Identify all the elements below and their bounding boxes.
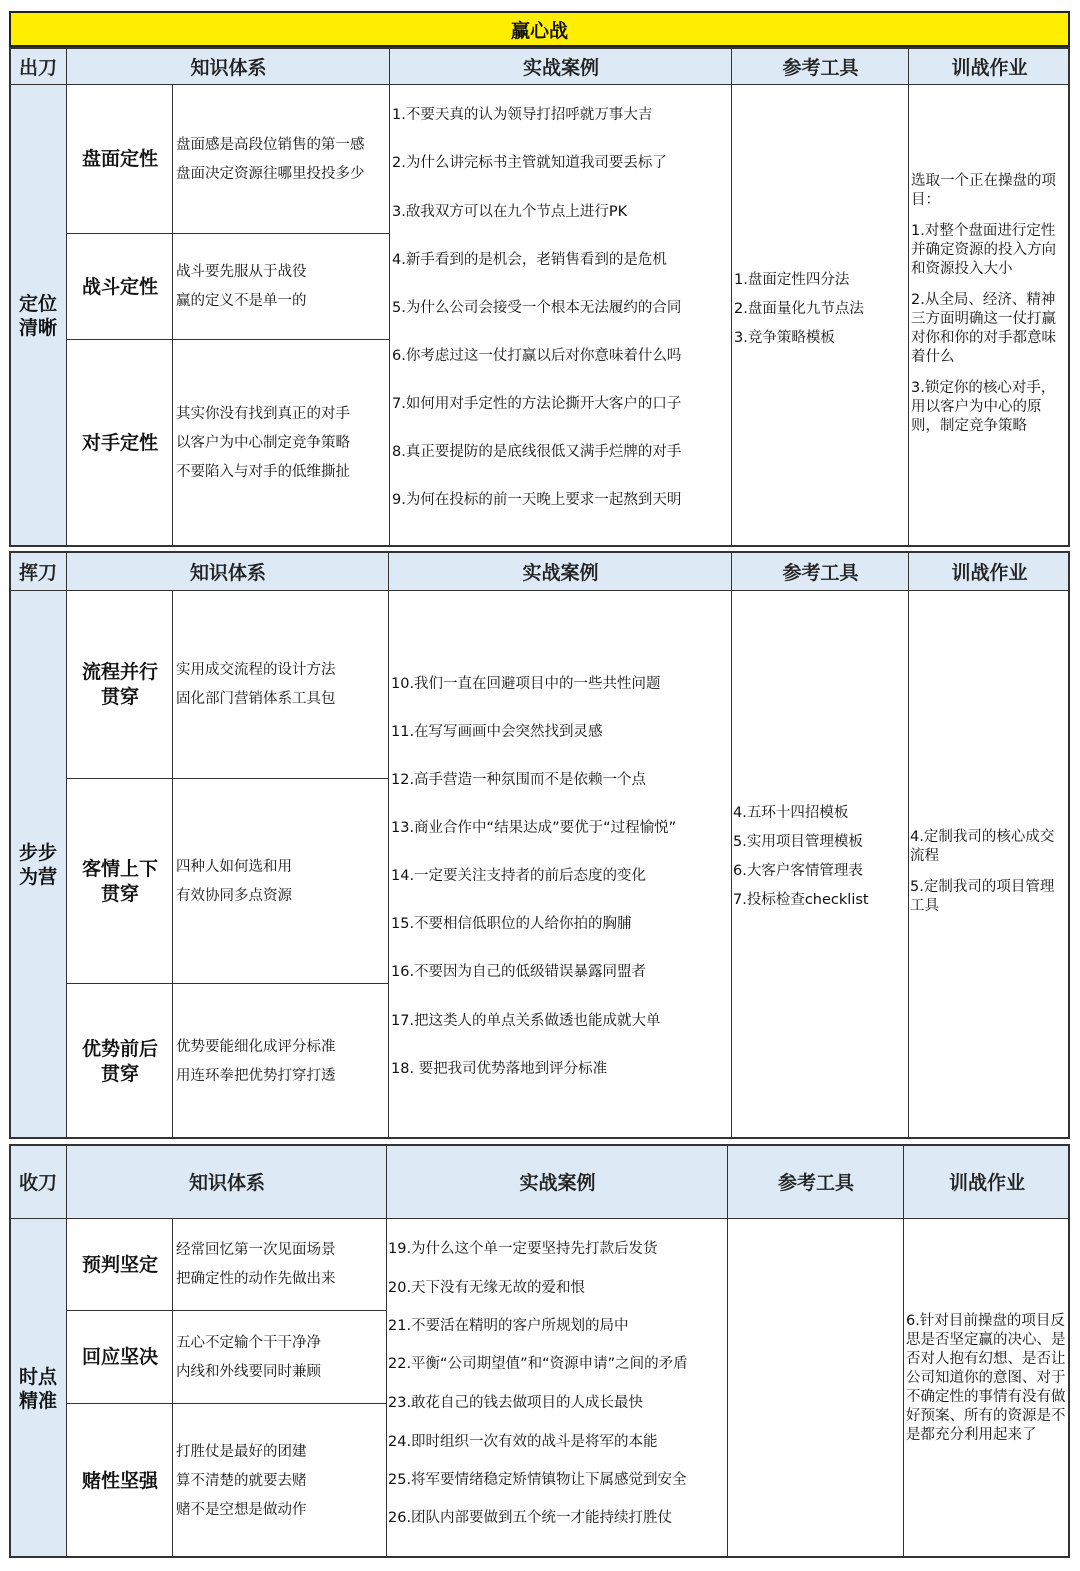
- subsection-name: 客情上下贯穿: [81, 857, 158, 905]
- header-knowledge: 知识体系: [188, 1172, 265, 1194]
- case-item: 26.团队内部要做到五个统一才能持续打胜仗: [388, 1510, 673, 1526]
- homework-cell: 选取一个正在操盘的项目： 1.对整个盘面进行定性并确定资源的投入方向和资源投入大小 2.从全局、经济、精神三方面明确这一仗打赢对你和你的对手都意味着什么 3.锁定你的核心对手，用以客户为中心的原则，制定竞争策略: [911, 173, 1056, 434]
- header-homework: 训战作业: [951, 56, 1028, 79]
- header-knowledge: 知识体系: [189, 561, 266, 584]
- subsection-name: 预判坚定: [81, 1253, 158, 1276]
- knowledge-cell: 盘面感是高段位销售的第一感 盘面决定资源往哪里投投多少: [176, 136, 365, 182]
- case-item: 23.敢花自己的钱去做项目的人成长最快: [388, 1395, 644, 1411]
- tools-cell: 4.五环十四招模板 5.实用项目管理模板 6.大客户客情管理表 7.投标检查checklist: [733, 805, 869, 908]
- subsection-name: 流程并行贯穿: [81, 661, 158, 708]
- header-tools: 参考工具: [782, 561, 859, 584]
- header-homework: 训战作业: [951, 561, 1028, 584]
- section-label: 时点精准: [18, 1365, 57, 1412]
- case-item: 5.为什么公司会接受一个根本无法履约的合同: [392, 300, 682, 316]
- homework-cell: 6.针对目前操盘的项目反思是否坚定赢的决心、是否对人抱有幻想、是否让公司知道你的意图、对于不确定性的事情有没有做好预案、所有的资源是不是都充分利用起来了: [906, 1313, 1066, 1443]
- case-item: 10.我们一直在回避项目中的一些共性问题: [391, 676, 661, 692]
- section-label: 步步为营: [18, 842, 57, 888]
- case-item: 21.不要活在精明的客户所规划的局中: [388, 1318, 629, 1334]
- case-item: 22.平衡“公司期望值”和“资源申请”之间的矛盾: [388, 1356, 688, 1372]
- case-item: 24.即时组织一次有效的战斗是将军的本能: [388, 1434, 658, 1450]
- case-item: 6.你考虑过这一仗打赢以后对你意味着什么吗: [392, 348, 682, 364]
- header-homework: 训战作业: [948, 1172, 1025, 1194]
- case-item: 2.为什么讲完标书主管就知道我司要丢标了: [392, 155, 667, 171]
- header-cases: 实战案例: [522, 56, 599, 79]
- knowledge-cell: 优势要能细化成评分标准 用连环拳把优势打穿打透: [176, 1038, 336, 1084]
- case-item: 1.不要天真的认为领导打招呼就万事大吉: [392, 107, 653, 123]
- phase-label: 挥刀: [18, 561, 57, 584]
- case-item: 9.为何在投标的前一天晚上要求一起熬到天明: [392, 492, 682, 508]
- case-item: 17.把这类人的单点关系做透也能成就大单: [391, 1013, 661, 1029]
- knowledge-cell: 四种人如何选和用 有效协同多点资源: [176, 858, 292, 904]
- case-item: 4.新手看到的是机会，老销售看到的是危机: [392, 252, 667, 268]
- section-3: [9, 1144, 1070, 1558]
- header-cases: 实战案例: [522, 561, 599, 584]
- knowledge-cell: 实用成交流程的设计方法 固化部门营销体系工具包: [176, 662, 336, 707]
- header-tools: 参考工具: [782, 56, 859, 79]
- phase-label: 出刀: [18, 56, 57, 79]
- tools-cell: 1.盘面定性四分法 2.盘面量化九节点法 3.竞争策略模板: [734, 272, 864, 346]
- case-item: 19.为什么这个单一定要坚持先打款后发货: [388, 1241, 658, 1257]
- subsection-name: 回应坚决: [81, 1346, 158, 1368]
- section-2: [9, 551, 1070, 1139]
- phase-label: 收刀: [18, 1172, 57, 1194]
- page-title: 赢心战: [9, 11, 1070, 47]
- knowledge-cell: 战斗要先服从于战役 赢的定义不是单一的: [176, 264, 307, 309]
- subsection-name: 盘面定性: [81, 148, 158, 170]
- knowledge-cell: 其实你没有找到真正的对手 以客户为中心制定竞争策略 不要陷入与对手的低维撕扯: [176, 406, 350, 480]
- subsection-name: 优势前后贯穿: [81, 1037, 158, 1085]
- section-1: [9, 47, 1070, 547]
- section-label: 定位清晰: [18, 293, 57, 339]
- knowledge-cell: 经常回忆第一次见面场景 把确定性的动作先做出来: [176, 1242, 336, 1287]
- case-item: 3.敌我双方可以在九个节点上进行PK: [392, 204, 628, 220]
- case-item: 16.不要因为自己的低级错误暴露同盟者: [391, 964, 647, 980]
- subsection-name: 赌性坚强: [81, 1469, 158, 1492]
- knowledge-cell: 五心不定输个干干净净 内线和外线要同时兼顾: [176, 1334, 321, 1380]
- subsection-name: 战斗定性: [81, 275, 158, 298]
- case-item: 15.不要相信低职位的人给你拍的胸脯: [391, 916, 632, 932]
- subsection-name: 对手定性: [81, 432, 158, 454]
- knowledge-cell: 打胜仗是最好的团建 算不清楚的就要去赌 赌不是空想是做动作: [176, 1443, 307, 1518]
- case-item: 8.真正要提防的是底线很低又满手烂牌的对手: [392, 444, 682, 460]
- header-cases: 实战案例: [519, 1172, 596, 1194]
- case-item: 18. 要把我司优势落地到评分标准: [391, 1061, 608, 1077]
- case-item: 7.如何用对手定性的方法论撕开大客户的口子: [392, 396, 682, 412]
- case-item: 20.天下没有无缘无故的爱和恨: [388, 1280, 586, 1296]
- header-tools: 参考工具: [777, 1172, 854, 1194]
- case-item: 11.在写写画画中会突然找到灵感: [391, 724, 603, 740]
- header-knowledge: 知识体系: [190, 56, 267, 79]
- homework-cell: 4.定制我司的核心成交流程 5.定制我司的项目管理工具: [910, 829, 1055, 914]
- case-item: 14.一定要关注支持者的前后态度的变化: [391, 868, 647, 884]
- case-item: 13.商业合作中“结果达成”要优于“过程愉悦”: [391, 820, 677, 836]
- case-item: 12.高手营造一种氛围而不是依赖一个点: [391, 772, 647, 788]
- case-item: 25.将军要情绪稳定矫情镇物让下属感觉到安全: [388, 1472, 687, 1488]
